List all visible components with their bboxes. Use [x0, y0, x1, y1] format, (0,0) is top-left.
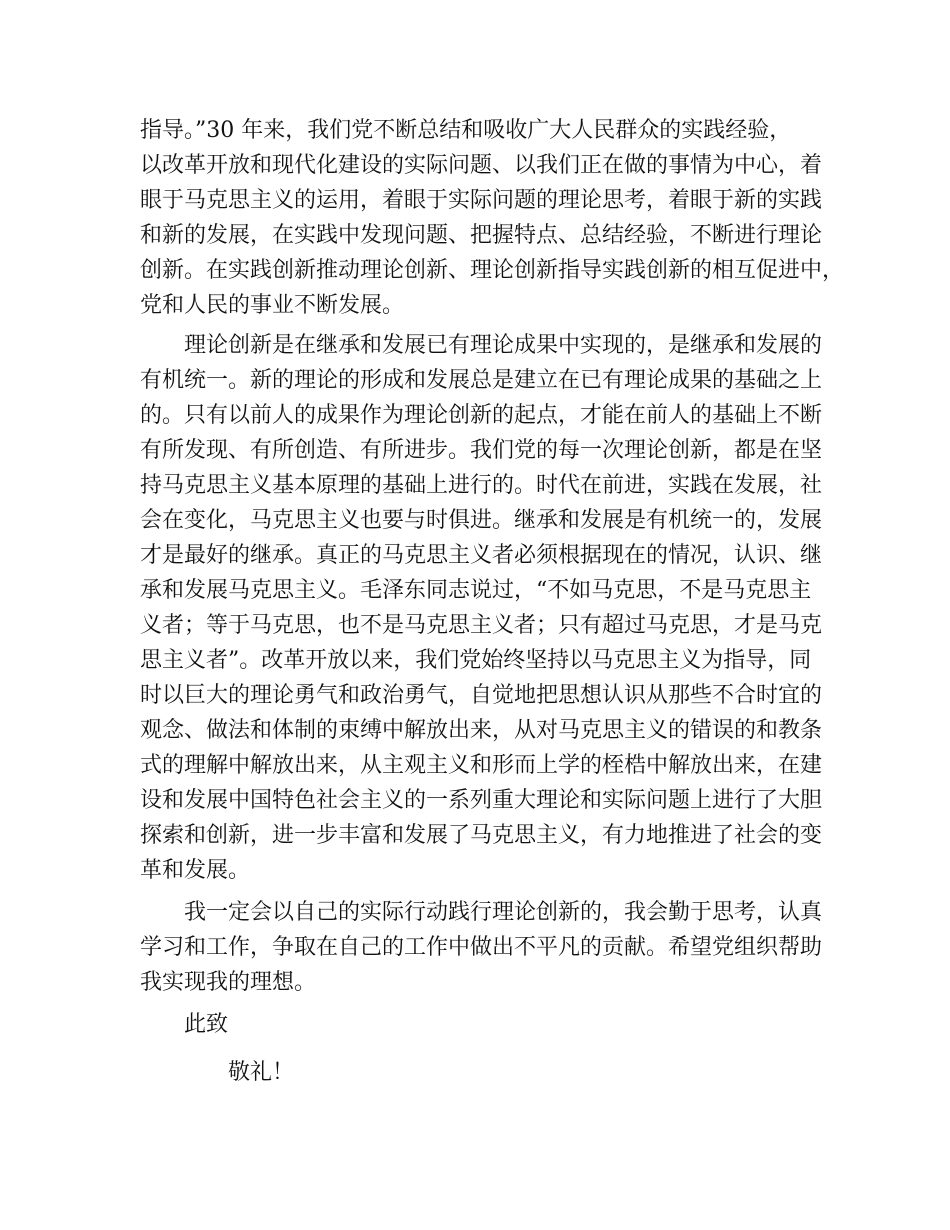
- text-line: 式的理解中解放出来，从主观主义和形而上学的桎梏中解放出来，在建: [140, 753, 823, 778]
- text-line: 持马克思主义基本原理的基础上进行的。时代在前进，实践在发展，社: [140, 473, 823, 498]
- text-line: 理论创新是在继承和发展已有理论成果中实现的，是继承和发展的: [184, 333, 823, 358]
- text-line: 观念、做法和体制的束缚中解放出来，从对马克思主义的错误的和教条: [140, 718, 823, 743]
- text-line: 承和发展马克思主义。毛泽东同志说过，“不如马克思，不是马克思主: [140, 578, 812, 603]
- text-line: 探索和创新，进一步丰富和发展了马克思主义，有力地推进了社会的变: [140, 823, 823, 848]
- text-line: 的。只有以前人的成果作为理论创新的起点，才能在前人的基础上不断: [140, 403, 823, 428]
- text-line: 创新。在实践创新推动理论创新、理论创新指导实践创新的相互促进中，: [140, 258, 845, 283]
- text-line: 才是最好的继承。真正的马克思主义者必须根据现在的情况，认识、继: [140, 543, 823, 568]
- text-line: 和新的发展，在实践中发现问题、把握特点、总结经验，不断进行理论: [140, 223, 823, 248]
- text-line: 革和发展。: [140, 858, 251, 883]
- text-line: 以改革开放和现代化建设的实际问题、以我们正在做的事情为中心，着: [140, 153, 823, 178]
- text-line: 义者；等于马克思，也不是马克思主义者；只有超过马克思，才是马克: [140, 613, 823, 638]
- text-line: 会在变化，马克思主义也要与时俱进。继承和发展是有机统一的，发展: [140, 508, 823, 533]
- text-line: 设和发展中国特色社会主义的一系列重大理论和实际问题上进行了大胆: [140, 788, 823, 813]
- text-line: 有机统一。新的理论的形成和发展总是建立在已有理论成果的基础之上: [140, 368, 823, 393]
- closing-regards: 敬礼！: [228, 1060, 295, 1085]
- text-line: 时以巨大的理论勇气和政治勇气，自觉地把思想认识从那些不合时宜的: [140, 683, 823, 708]
- text-line: 党和人民的事业不断发展。: [140, 293, 405, 318]
- closing-salutation: 此致: [184, 1012, 229, 1037]
- text-line: 我实现我的理想。: [140, 970, 317, 995]
- text-line: 有所发现、有所创造、有所进步。我们党的每一次理论创新，都是在坚: [140, 438, 823, 463]
- text-line: 思主义者”。改革开放以来，我们党始终坚持以马克思主义为指导，同: [140, 648, 812, 673]
- text-line: 学习和工作，争取在自己的工作中做出不平凡的贡献。希望党组织帮助: [140, 935, 823, 960]
- text-line: 我一定会以自己的实际行动践行理论创新的，我会勤于思考，认真: [184, 900, 823, 925]
- text-line: 指导。”30 年来，我们党不断总结和吸收广大人民群众的实践经验，: [140, 118, 792, 143]
- text-line: 眼于马克思主义的运用，着眼于实际问题的理论思考，着眼于新的实践: [140, 188, 823, 213]
